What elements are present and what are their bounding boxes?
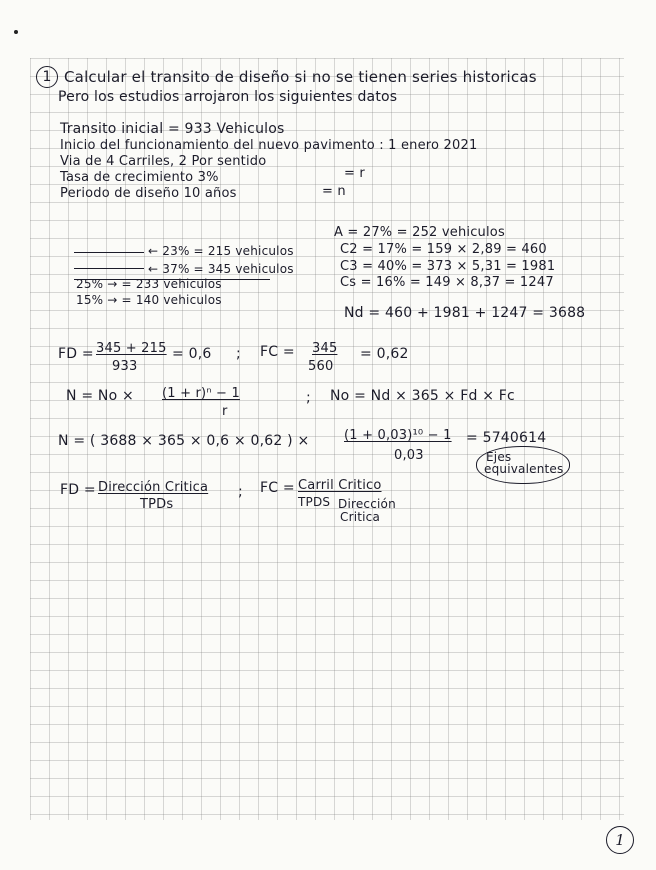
formula-no: No = Nd × 365 × Fd × Fc	[330, 388, 515, 404]
fc-denominator: 560	[308, 359, 334, 374]
calc-numerator: (1 + 0,03)¹⁰ − 1	[344, 428, 452, 443]
nd-total: Nd = 460 + 1981 + 1247 = 3688	[344, 305, 586, 321]
note-ejes: Ejes	[486, 450, 512, 464]
axle-a: A = 27% = 252 vehiculos	[334, 225, 505, 240]
calc-result: = 5740614	[466, 430, 547, 446]
fd-result: = 0,6	[172, 346, 212, 362]
formula-numerator: (1 + r)ⁿ − 1	[162, 386, 240, 401]
fd-denominator: 933	[112, 359, 138, 374]
def-fd-numerator: Dirección Critica	[98, 480, 209, 495]
given-tasa-symbol: = r	[344, 166, 365, 181]
given-periodo-symbol: = n	[322, 184, 346, 199]
axle-c2: C2 = 17% = 159 × 2,89 = 460	[340, 242, 547, 257]
formula-separator: ;	[306, 390, 311, 406]
problem-number: 1	[36, 66, 58, 88]
ink-dot	[14, 30, 18, 34]
given-inicio: Inicio del funcionamiento del nuevo pavimento : 1 enero 2021	[60, 138, 478, 153]
distribution-row-4: 15% → = 140 vehiculos	[76, 293, 222, 307]
fc-result: = 0,62	[360, 346, 409, 362]
formula-left: N = No ×	[66, 388, 134, 404]
def-fd-denominator: TPDs	[140, 497, 174, 512]
distribution-row-2: ← 37% = 345 vehiculos	[148, 262, 294, 276]
formula-denominator: r	[222, 404, 228, 419]
axle-cs: Cs = 16% = 149 × 8,37 = 1247	[340, 275, 554, 290]
def-fc-numerator: Carril Critico	[298, 478, 382, 493]
given-periodo: Periodo de diseño 10 años	[60, 186, 237, 201]
distribution-line-1	[74, 252, 144, 253]
intro-line-2: Pero los estudios arrojaron los siguientes datos	[58, 89, 398, 105]
def-separator: ;	[238, 484, 243, 500]
fc-numerator: 345	[312, 341, 338, 356]
left-margin	[0, 0, 30, 870]
def-fc-den-tpds: TPDS	[298, 495, 331, 509]
calc-left: N = ( 3688 × 365 × 0,6 × 0,62 ) ×	[58, 433, 310, 449]
axle-c3: C3 = 40% = 373 × 5,31 = 1981	[340, 259, 556, 274]
given-via: Via de 4 Carriles, 2 Por sentido	[60, 154, 267, 169]
fd-numerator: 345 + 215	[96, 341, 167, 356]
right-margin	[624, 0, 656, 870]
fd-fc-separator: ;	[236, 346, 241, 362]
def-fd-label: FD =	[60, 482, 96, 498]
def-fc-den-direccion: Dirección	[338, 497, 396, 511]
given-transito: Transito inicial = 933 Vehiculos	[60, 121, 285, 137]
fd-label: FD =	[58, 346, 94, 362]
note-equivalentes: equivalentes	[484, 462, 564, 476]
def-fc-den-critica: Critica	[340, 510, 381, 524]
top-margin	[0, 0, 656, 58]
page-number: 1	[606, 826, 634, 854]
fc-label: FC =	[260, 344, 295, 360]
distribution-line-2	[74, 268, 144, 269]
given-tasa: Tasa de crecimiento 3%	[60, 170, 219, 185]
bottom-margin	[0, 820, 656, 870]
distribution-row-1: ← 23% = 215 vehiculos	[148, 244, 294, 258]
intro-line-1: Calcular el transito de diseño si no se tienen series historicas	[64, 68, 537, 86]
distribution-row-3: 25% → = 233 vehiculos	[76, 277, 222, 291]
calc-denominator: 0,03	[394, 448, 424, 463]
def-fc-label: FC =	[260, 480, 295, 496]
